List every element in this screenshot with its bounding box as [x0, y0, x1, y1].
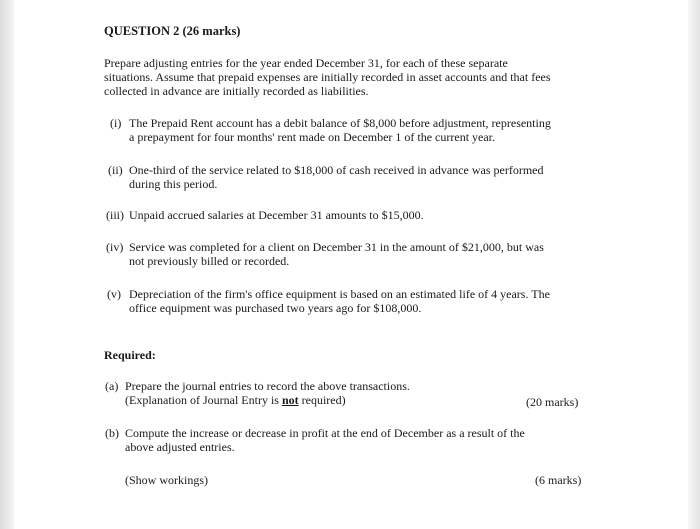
required-b-number: (b)	[105, 426, 119, 440]
item-iv-line-1: Service was completed for a client on December 31 in the amount of $21,000, but was	[129, 240, 544, 254]
required-b-workings: (Show workings)	[125, 473, 208, 487]
item-ii-line-1: One-third of the service related to $18,000 of cash received in advance was performed	[129, 163, 544, 177]
required-heading: Required:	[104, 348, 156, 362]
item-v-line-2: office equipment was purchased two years ago for $108,000.	[129, 301, 422, 315]
required-b-line-1: Compute the increase or decrease in profit at the end of December as a result of the	[125, 426, 525, 440]
item-ii-line-2: during this period.	[129, 177, 218, 191]
item-i-line-1: The Prepaid Rent account has a debit balance of $8,000 before adjustment, representing	[129, 116, 551, 130]
item-number-i: (i)	[110, 116, 122, 130]
item-iii-line-1: Unpaid accrued salaries at December 31 amounts to $15,000.	[129, 208, 424, 222]
required-b-marks: (6 marks)	[535, 473, 582, 487]
required-b-line-2: above adjusted entries.	[125, 440, 235, 454]
intro-line-3: collected in advance are initially recorded as liabilities.	[104, 84, 369, 98]
item-i-line-2: a prepayment for four months' rent made on December 1 of the current year.	[129, 130, 496, 144]
required-a-marks: (20 marks)	[526, 395, 579, 409]
item-number-iv: (iv)	[106, 240, 124, 254]
item-number-v: (v)	[107, 287, 121, 301]
question-title: QUESTION 2 (26 marks)	[104, 24, 241, 38]
required-a-not-emphasis: not	[281, 393, 299, 407]
required-a-line-1: Prepare the journal entries to record the above transactions.	[125, 379, 410, 393]
required-a-line-2	[125, 393, 346, 407]
intro-line-1: Prepare adjusting entries for the year ended December 31, for each of these separate	[104, 56, 508, 70]
item-number-ii: (ii)	[108, 163, 123, 177]
required-a-number: (a)	[105, 379, 119, 393]
item-iv-line-2: not previously billed or recorded.	[129, 254, 290, 268]
required-a-line-2-pre: (Explanation of Journal Entry is	[125, 393, 282, 407]
required-a-line-2-post: required)	[298, 393, 346, 407]
item-v-line-1: Depreciation of the firm's office equipment is based on an estimated life of 4 years. The	[129, 287, 550, 301]
intro-line-2: situations. Assume that prepaid expenses are initially recorded in asset accounts and that fees	[104, 70, 551, 84]
item-number-iii: (iii)	[106, 208, 124, 222]
